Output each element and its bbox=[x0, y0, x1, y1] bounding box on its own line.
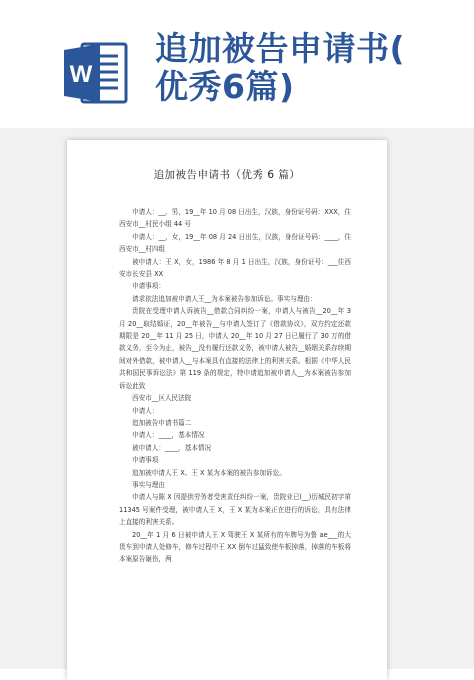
document-paragraph: 西安市__区人民法院 bbox=[132, 394, 192, 403]
document-paragraph: 申请事项 bbox=[132, 456, 159, 465]
header-banner bbox=[0, 0, 474, 130]
document-paragraph: 20__年 1 月 6 日被申请人王 X 驾驶王 X 某所有的车牌号为鲁 ae___的大货车到申请人处修车，修车过程中王 XX 倒车过猛致使车板掉落，掉落的车板将本案原告砸伤，两 bbox=[119, 530, 351, 564]
document-paragraph: 申请人：____，基本情况 bbox=[132, 431, 205, 440]
document-paragraph: 被申请人：王 X，女，1986 年 8 月 1 日出生，汉族，身份证号：___住西安市长安县 XX bbox=[119, 257, 351, 279]
document-paragraph: 事实与理由 bbox=[132, 480, 165, 489]
document-body bbox=[119, 206, 351, 566]
banner-title bbox=[155, 30, 470, 106]
document-paragraph: 贵院在受理申请人诉被告__借款合同纠纷一案，申请人与被告__20__年 3 月 20__取结婚证，20__年被告__与申请人签订了《借款协议》，双方约定还款期限是 20__年 11 月 25 日，申请人 20__年 10 月 27 日已履行了 30 万的借款义务，至今为止，被告__没有履行还款义务，被申请人被告__婚姻关系存续期间对外借款，被申请人__与本案具有直接的法律上的利害关系。根据《中华人民共和国民事诉讼法》第 119 条的规定，特申请追加被申请人__为本案被告参加诉讼此致 bbox=[119, 307, 351, 390]
document-title: 追加被告申请书（优秀 6 篇） bbox=[153, 169, 301, 181]
document-page bbox=[67, 140, 387, 680]
document-paragraph: 被申请人：____，基本情况 bbox=[132, 443, 212, 452]
banner-title-line-1: 追加被告申请书( bbox=[155, 29, 406, 68]
word-document-icon bbox=[64, 40, 128, 106]
document-paragraph: 追加被申请人王 X、王 X 某为本案的被告参加诉讼。 bbox=[132, 468, 286, 477]
document-paragraph: 申请事项： bbox=[132, 282, 165, 291]
word-icon-letter: W bbox=[69, 61, 93, 88]
document-paragraph: 申请人： bbox=[132, 406, 159, 415]
banner-title-line-2: 优秀6篇) bbox=[155, 67, 295, 106]
document-paragraph: 申请人与陈 X 因提供劳务者受害责任纠纷一案，贵院业已(__)历城民初字第 11345 号案件受理，被申请人王 X，王 X 某为本案正在进行的诉讼，具有法律上直接的利害关系。 bbox=[119, 493, 351, 527]
document-paragraph: 追加被告申请书篇二 bbox=[132, 418, 192, 427]
document-paragraph: 请求依法追加被申请人王__为本案被告参加诉讼。事实与理由： bbox=[132, 294, 317, 303]
document-paragraph: 申请人：__，女，19__年 08 月 24 日出生，汉族，身份证号码：____，住西安市__村四组 bbox=[119, 232, 351, 254]
document-paragraph: 申请人：__，男，19__年 10 月 08 日出生，汉族，身份证号码：XXX，住西安市__村民小组 44 号 bbox=[119, 208, 351, 229]
